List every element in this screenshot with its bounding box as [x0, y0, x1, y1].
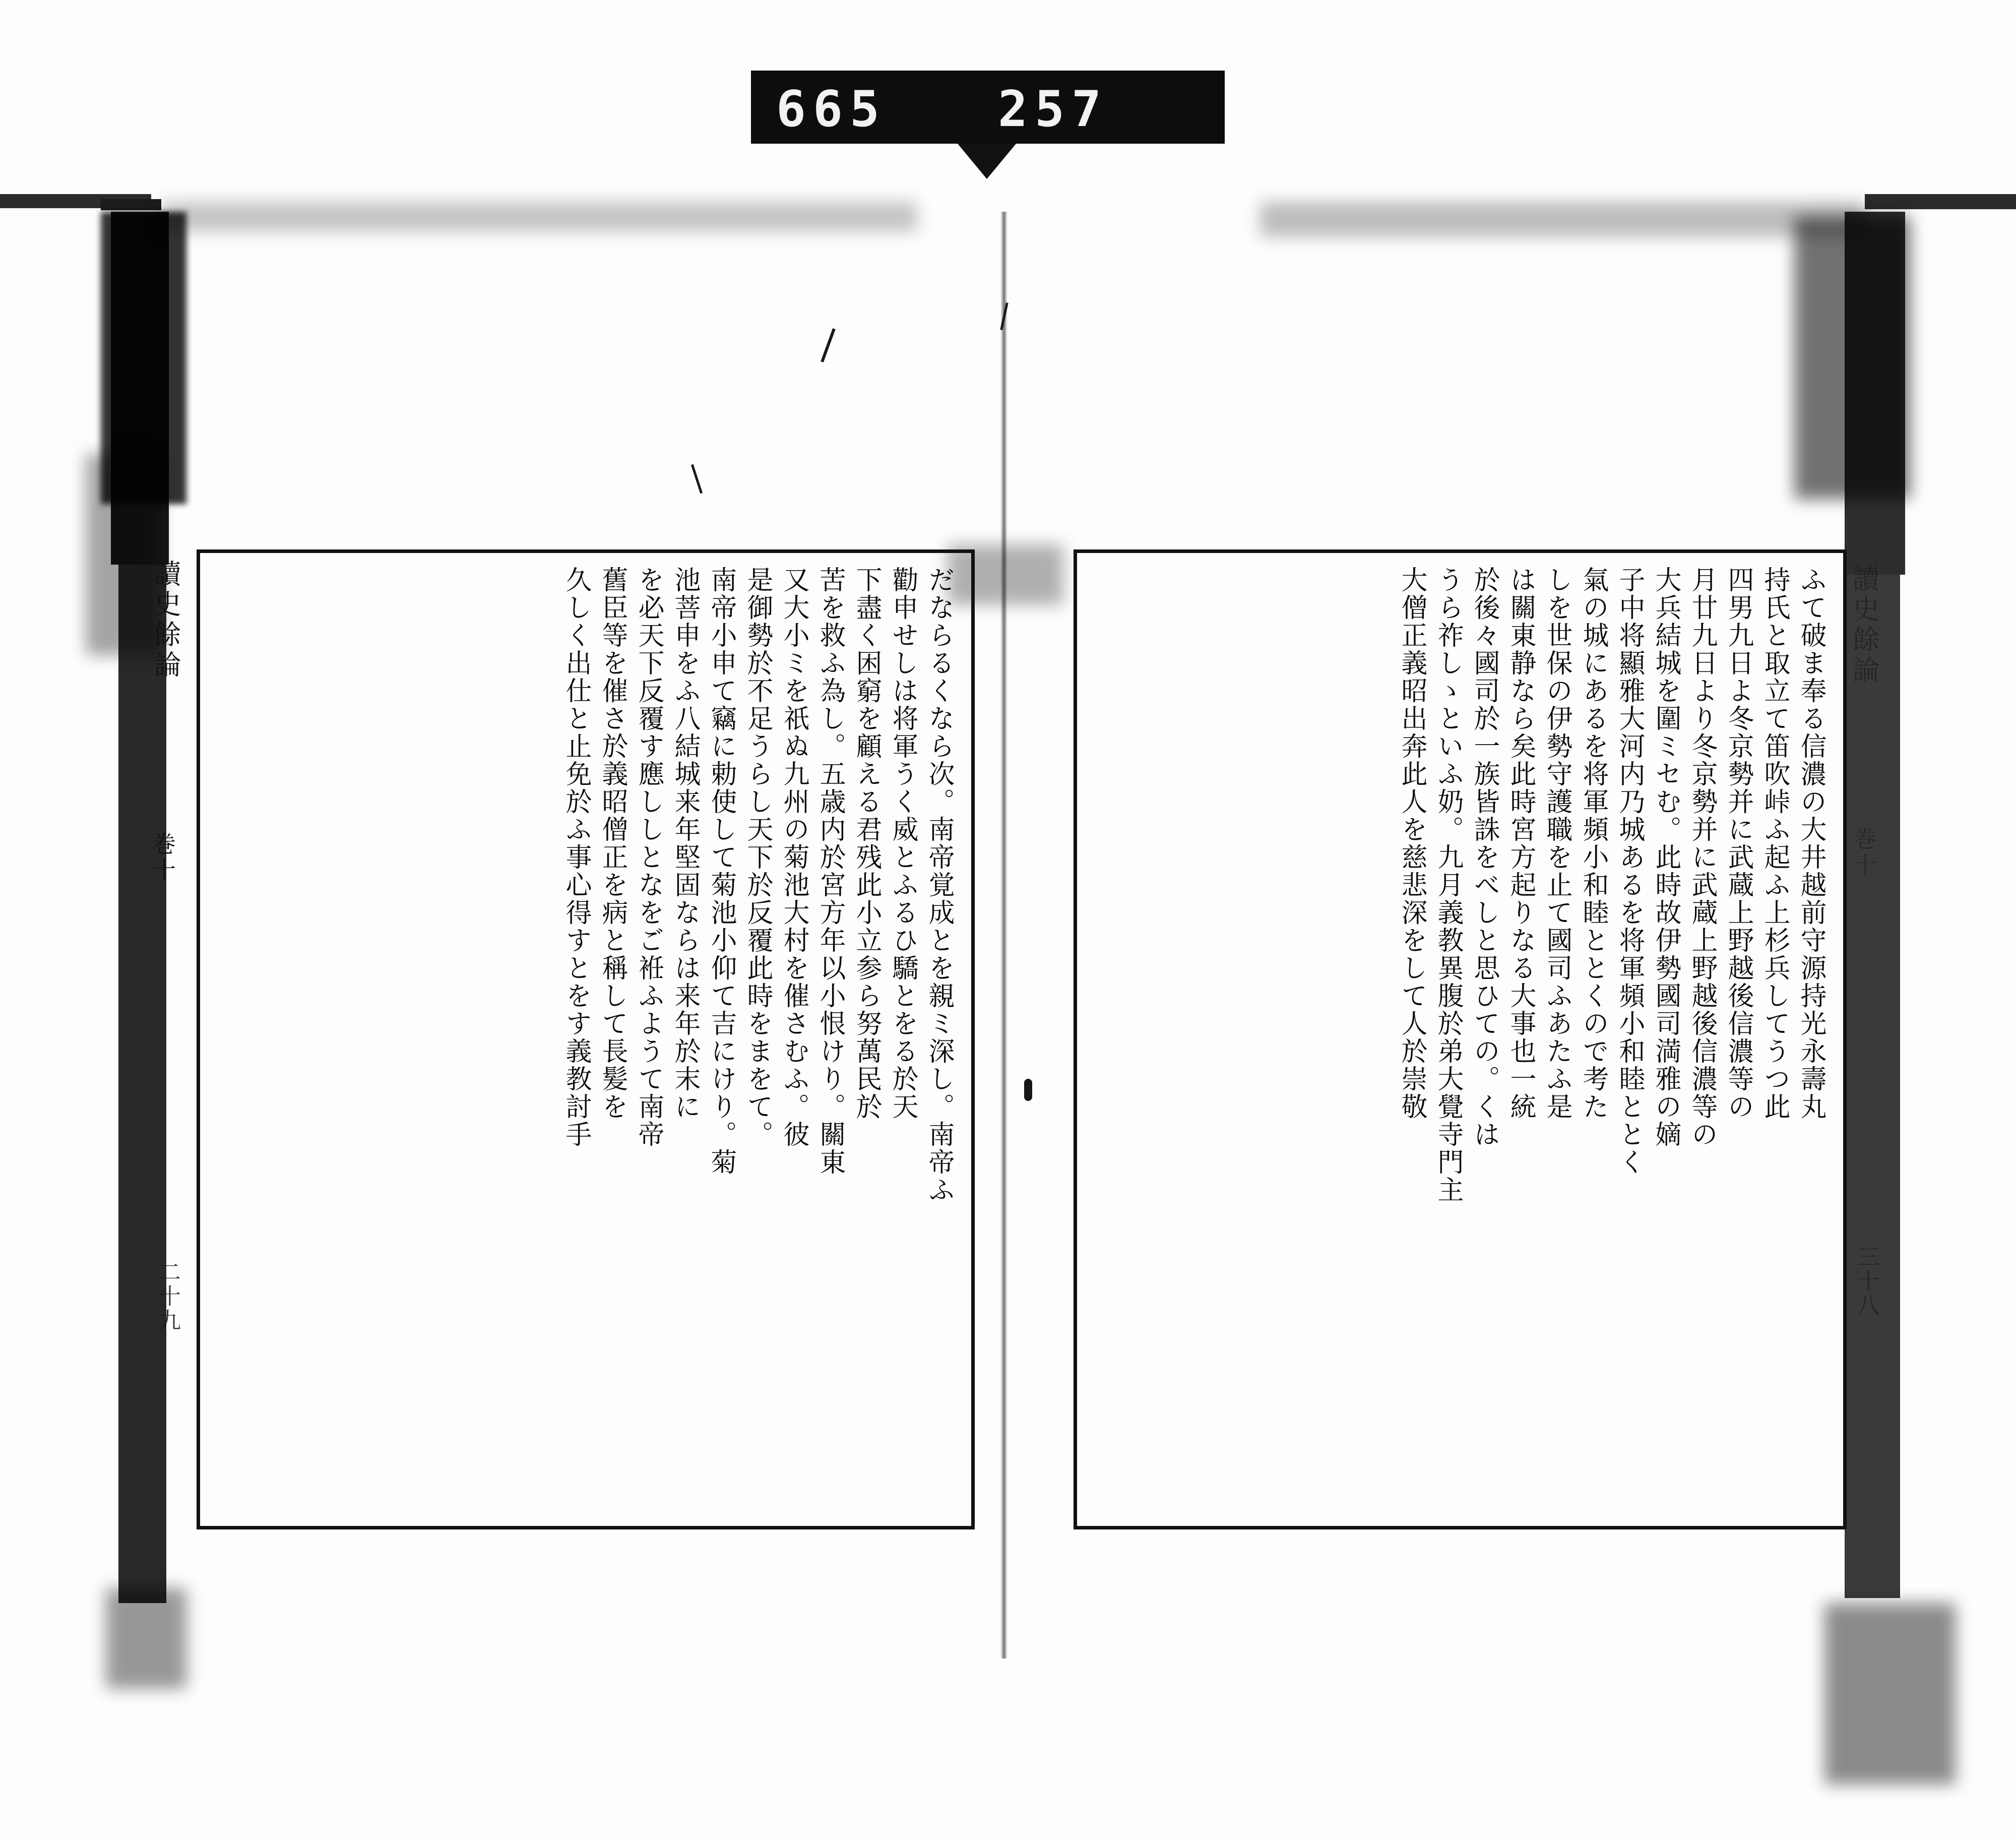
counter-left-digits: 665 [776, 81, 887, 138]
stray-mark-upper-left [821, 328, 836, 362]
scan-smudge-right-upper [1794, 217, 1910, 499]
stray-mark-upper-mid [691, 464, 703, 494]
text-column: だならるくなら次。南帝覚成とを親ミ深し。南帝ふ [924, 566, 954, 1204]
binding-clamp-right-lower [1845, 575, 1900, 1598]
left-page-columns [217, 566, 954, 1513]
text-frame-left-page [197, 549, 975, 1529]
text-column: しを世保の伊勢守護職を止て國司ふあたふ是 [1542, 566, 1572, 1121]
scanner-frame-counter [751, 71, 1225, 144]
right-page-volume-label: 巻十 [1850, 827, 1877, 879]
text-column: 於後々國司於一族皆誅をべしと思ひての。くは [1469, 566, 1499, 1148]
text-column: 又大小ミを祇ぬ九州の菊池大村を催さむふ。彼 [779, 566, 809, 1148]
scan-smudge-right-band [1260, 202, 1865, 237]
text-column: 持氏と取立て笛吹峠ふ起ふ上杉兵してうつ此 [1759, 566, 1790, 1121]
gutter-center-mark [1024, 1079, 1032, 1101]
text-column: を必天下反覆す應ししとなをご袵ふようて南帝 [634, 566, 664, 1148]
right-page-header: 讀史餘論 [1848, 565, 1880, 686]
text-column: 大兵結城を圍ミセむ。此時故伊勢國司満雅の嫡 [1651, 566, 1681, 1148]
right-page-folio-number: 三十八 [1853, 1245, 1879, 1318]
text-column: 四男九日よ冬京勢并に武蔵上野越後信濃等の [1723, 566, 1753, 1121]
text-frame-right-page [1074, 549, 1847, 1529]
scan-smudge-left-bottom [106, 1588, 186, 1689]
text-column: 大僧正義昭出奔此人を慈悲深をして人於崇敬 [1397, 566, 1427, 1121]
scan-edge-top-midleft [101, 199, 161, 210]
scan-smudge-right-lower [1824, 1603, 1956, 1785]
text-column: 是御勢於不足うらし天下於反覆此時をまをて。 [742, 566, 773, 1148]
text-column: 苦を救ふ為し。五歳内於宮方年以小恨けり。關東 [815, 566, 845, 1176]
text-column: 久しく出仕と止免於ふ事心得すとをす義教討手 [561, 566, 591, 1148]
text-column: 舊臣等を催さ於義昭僧正を病と稱して長髪を [597, 566, 627, 1121]
right-page-columns [1094, 566, 1826, 1513]
scan-smudge-top-band [161, 202, 917, 232]
text-column: 南帝小申て竊に勅使して菊池小仰て吉にけり。菊 [706, 566, 736, 1176]
spine-title: 讀史餘論 [150, 560, 181, 681]
scan-edge-top-right [1865, 194, 2016, 209]
text-column: 勸申せしは将軍うく威とふるひ驕とをる於天 [888, 566, 918, 1121]
text-column: ふて破ま奉る信濃の大井越前守源持光永壽丸 [1796, 566, 1826, 1121]
text-column: 子中将顯雅大河内乃城あるを将軍頻小和睦ととく [1614, 566, 1645, 1176]
scanner-alignment-notch [958, 144, 1016, 179]
counter-right-digits: 257 [998, 81, 1109, 138]
text-column: 池菩申をふ八結城来年堅固ならは来年於末に [670, 566, 700, 1121]
text-column: うら祚しゝといふ奶。九月義教異腹於弟大覺寺門主 [1433, 566, 1463, 1204]
binding-clamp-left-lower [118, 565, 166, 1603]
text-column: 月廿九日より冬京勢并に武蔵上野越後信濃等の [1687, 566, 1717, 1148]
spine-folio-number: 二十九 [155, 1260, 180, 1333]
text-column: 下盡く困窮を顧える君残此小立参ら努萬民於 [851, 566, 881, 1121]
text-column: 氣の城にあるを将軍頻小和睦ととくので考た [1578, 566, 1608, 1121]
text-column: は關東静なら矣此時宮方起りなる大事也一統 [1505, 566, 1536, 1121]
spine-volume-label: 巻十 [149, 832, 176, 884]
book-gutter-shadow [1000, 212, 1007, 1659]
